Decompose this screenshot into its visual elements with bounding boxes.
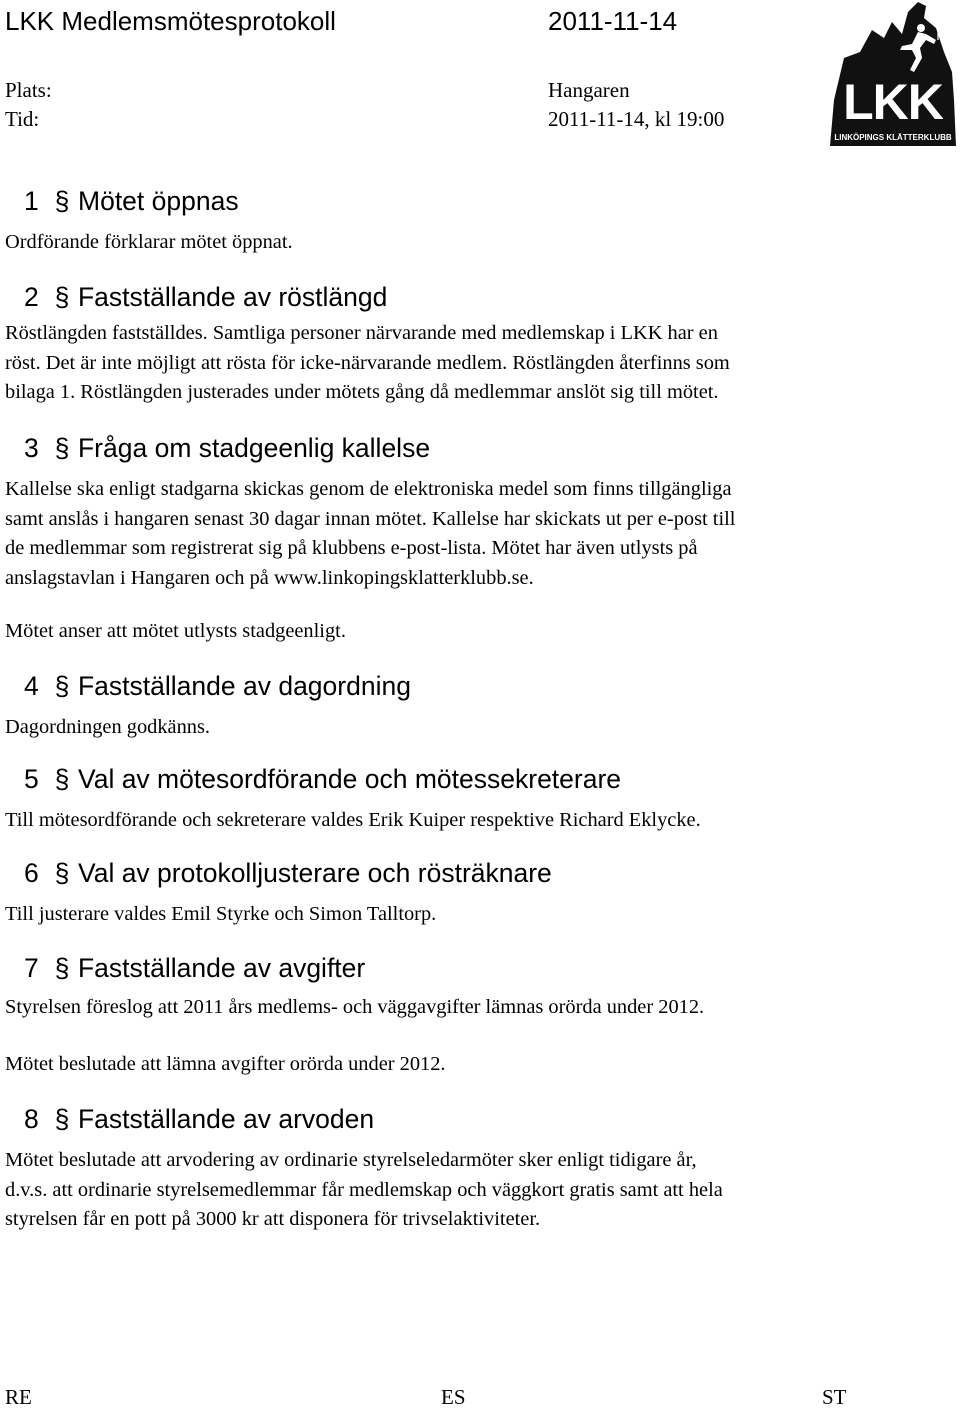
section-number: 4 (24, 671, 39, 701)
section-number: 6 (24, 858, 39, 888)
paragraph-line: Ordförande förklarar mötet öppnat. (5, 231, 293, 253)
footer-initials-3: ST (822, 1385, 847, 1409)
paragraph-line: Styrelsen föreslog att 2011 års medlems- och väggavgifter lämnas orörda under 2012. (5, 996, 705, 1018)
section-title: Fastställande av dagordning (78, 671, 411, 701)
section-paragraph (5, 1050, 955, 1080)
paragraph-line: de medlemmar som registrerat sig på klubbens e-post-lista. Mötet har även utlysts på (5, 537, 698, 559)
section-title: Fråga om stadgeenlig kallelse (78, 433, 431, 463)
paragraph-line: Mötet anser att mötet utlysts stadgeenligt. (5, 620, 346, 642)
section-symbol: § (54, 1104, 70, 1134)
section-number: 1 (24, 186, 39, 216)
section-symbol: § (54, 433, 70, 463)
section-paragraph (5, 475, 955, 593)
section-number: 3 (24, 433, 39, 463)
section-paragraph (5, 228, 955, 258)
section-heading (24, 186, 239, 217)
section-heading (24, 282, 387, 313)
section-symbol: § (54, 186, 70, 216)
paragraph-line: Kallelse ska enligt stadgarna skickas genom de elektroniska medel som finns tillgängliga (5, 478, 732, 500)
paragraph-line: d.v.s. att ordinarie styrelsemedlemmar får medlemskap och väggkort gratis samt att hela (5, 1178, 723, 1201)
paragraph-line: styrelsen får en pott på 3000 kr att disponera för trivselaktiviteter. (5, 1208, 541, 1230)
section-title: Fastställande av avgifter (78, 953, 366, 983)
section-paragraph (5, 713, 955, 743)
section-paragraph (5, 319, 955, 408)
time-label: Tid: (5, 107, 40, 131)
logo-letters: LKK (843, 74, 943, 130)
footer-initials-2: ES (441, 1385, 466, 1409)
paragraph-line: Mötet beslutade att lämna avgifter orörda under 2012. (5, 1053, 446, 1075)
paragraph-line: Till justerare valdes Emil Styrke och Simon Talltorp. (5, 903, 437, 925)
paragraph-line: anslagstavlan i Hangaren och på www.linkopingsklatterklubb.se. (5, 566, 534, 589)
document-title: LKK Medlemsmötesprotokoll (5, 6, 336, 36)
paragraph-line: Mötet beslutade att arvodering av ordinarie styrelseledarmöter sker enligt tidigare år, (5, 1149, 697, 1171)
paragraph-line: bilaga 1. Röstlängden justerades under mötets gång då medlemmar anslöt sig till mötet. (5, 381, 719, 403)
section-number: 5 (24, 764, 39, 794)
section-title: Fastställande av arvoden (78, 1104, 375, 1134)
section-heading (24, 1104, 374, 1135)
paragraph-line: röst. Det är inte möjligt att rösta för icke-närvarande medlem. Röstlängden återfinns som (5, 351, 730, 374)
section-number: 2 (24, 282, 39, 312)
place-label: Plats: (5, 78, 52, 102)
paragraph-line: Dagordningen godkänns. (5, 716, 211, 738)
section-symbol: § (54, 671, 70, 701)
section-title: Val av protokolljusterare och rösträknare (78, 858, 552, 888)
section-title: Val av mötesordförande och mötessekreterare (78, 764, 622, 794)
section-title: Fastställande av röstlängd (78, 282, 388, 312)
section-symbol: § (54, 858, 70, 888)
section-title: Mötet öppnas (78, 186, 239, 216)
section-heading (24, 671, 411, 702)
section-paragraph (5, 617, 955, 647)
paragraph-line: samt anslås i hangaren senast 30 dagar innan mötet. Kallelse har skickats ut per e-post till (5, 507, 736, 530)
section-heading (24, 953, 365, 984)
section-heading (24, 858, 552, 889)
logo-caption: LINKÖPINGS KLÄTTERKLUBB (834, 133, 952, 142)
time-value: 2011-11-14, kl 19:00 (548, 107, 725, 131)
section-heading (24, 764, 621, 795)
section-symbol: § (54, 282, 70, 312)
place-value: Hangaren (548, 78, 630, 102)
section-paragraph (5, 993, 955, 1023)
section-symbol: § (54, 953, 70, 983)
section-number: 7 (24, 953, 39, 983)
section-paragraph (5, 900, 955, 930)
paragraph-line: Röstlängden fastställdes. Samtliga personer närvarande med medlemskap i LKK har en (5, 322, 718, 344)
document-date: 2011-11-14 (548, 6, 678, 36)
section-heading (24, 433, 430, 464)
section-paragraph (5, 1146, 955, 1235)
section-symbol: § (54, 764, 70, 794)
section-number: 8 (24, 1104, 39, 1134)
paragraph-line: Till mötesordförande och sekreterare valdes Erik Kuiper respektive Richard Eklycke. (5, 809, 701, 831)
section-paragraph (5, 806, 955, 836)
footer-initials-1: RE (5, 1385, 32, 1409)
